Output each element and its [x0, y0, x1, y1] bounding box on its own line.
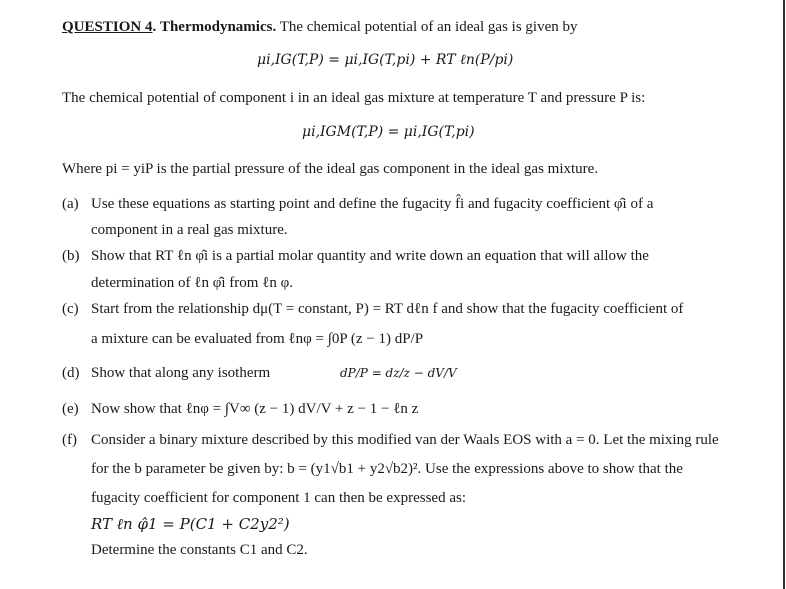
equation-ideal-gas: μi,IG(T,P) = μi,IG(T,pi) + RT ℓn(P/pi) [257, 52, 514, 68]
where-sentence: Where pi = yiP is the partial pressure of the ideal gas component in the ideal gas mixture. [62, 161, 599, 177]
part-d-equation: dP/P = dz/z − dV/V [340, 366, 457, 380]
question-punct: . [152, 19, 157, 35]
page-right-border [783, 0, 785, 589]
part-e-label: (e) [62, 401, 79, 417]
question-intro: The chemical potential of an ideal gas is given by [279, 19, 578, 35]
equation-mixture: μi,IGM(T,P) = μi,IG(T,pi) [302, 124, 475, 140]
question-heading [62, 18, 578, 36]
part-b-line2: determination of ℓn φ̂i from ℓn φ. [91, 275, 294, 291]
part-b-line1: Show that RT ℓn φ̂i is a partial molar quantity and write down an equation that will allow the [91, 248, 649, 264]
part-f-equation: RT ℓn φ̂1 = P(C1 + C2y2²) [91, 515, 290, 533]
part-d-label: (d) [62, 365, 80, 381]
part-c-label: (c) [62, 301, 79, 317]
part-c-line1: Start from the relationship dμ(T = constant, P) = RT dℓn f and show that the fugacity coefficient of [91, 301, 684, 317]
question-number: QUESTION 4 [62, 19, 153, 35]
part-f-line2: for the b parameter be given by: b = (y1√b1 + y2√b2)². Use the expressions above to show that the [91, 461, 683, 477]
part-a-line1: Use these equations as starting point and define the fugacity f̂i and fugacity coefficient φ̂i of a [91, 196, 654, 212]
part-f-line1: Consider a binary mixture described by this modified van der Waals EOS with a = 0. Let the mixing rule [91, 432, 719, 448]
part-b-label: (b) [62, 248, 80, 264]
part-f-label: (f) [62, 432, 77, 448]
part-a-line2: component in a real gas mixture. [91, 222, 288, 238]
part-d-line1: Show that along any isotherm [91, 365, 271, 381]
part-f-line3: fugacity coefficient for component 1 can then be expressed as: [91, 490, 466, 506]
part-e-line1: Now show that ℓnφ = ∫V∞ (z − 1) dV/V + z − 1 − ℓn z [91, 401, 419, 417]
question-topic: Thermodynamics. [159, 19, 277, 35]
part-f-line4: Determine the constants C1 and C2. [91, 542, 308, 558]
mixture-intro: The chemical potential of component i in an ideal gas mixture at temperature T and pressure P is: [62, 90, 646, 106]
part-a-label: (a) [62, 196, 79, 212]
part-c-line2: a mixture can be evaluated from ℓnφ = ∫0P (z − 1) dP/P [91, 331, 424, 347]
